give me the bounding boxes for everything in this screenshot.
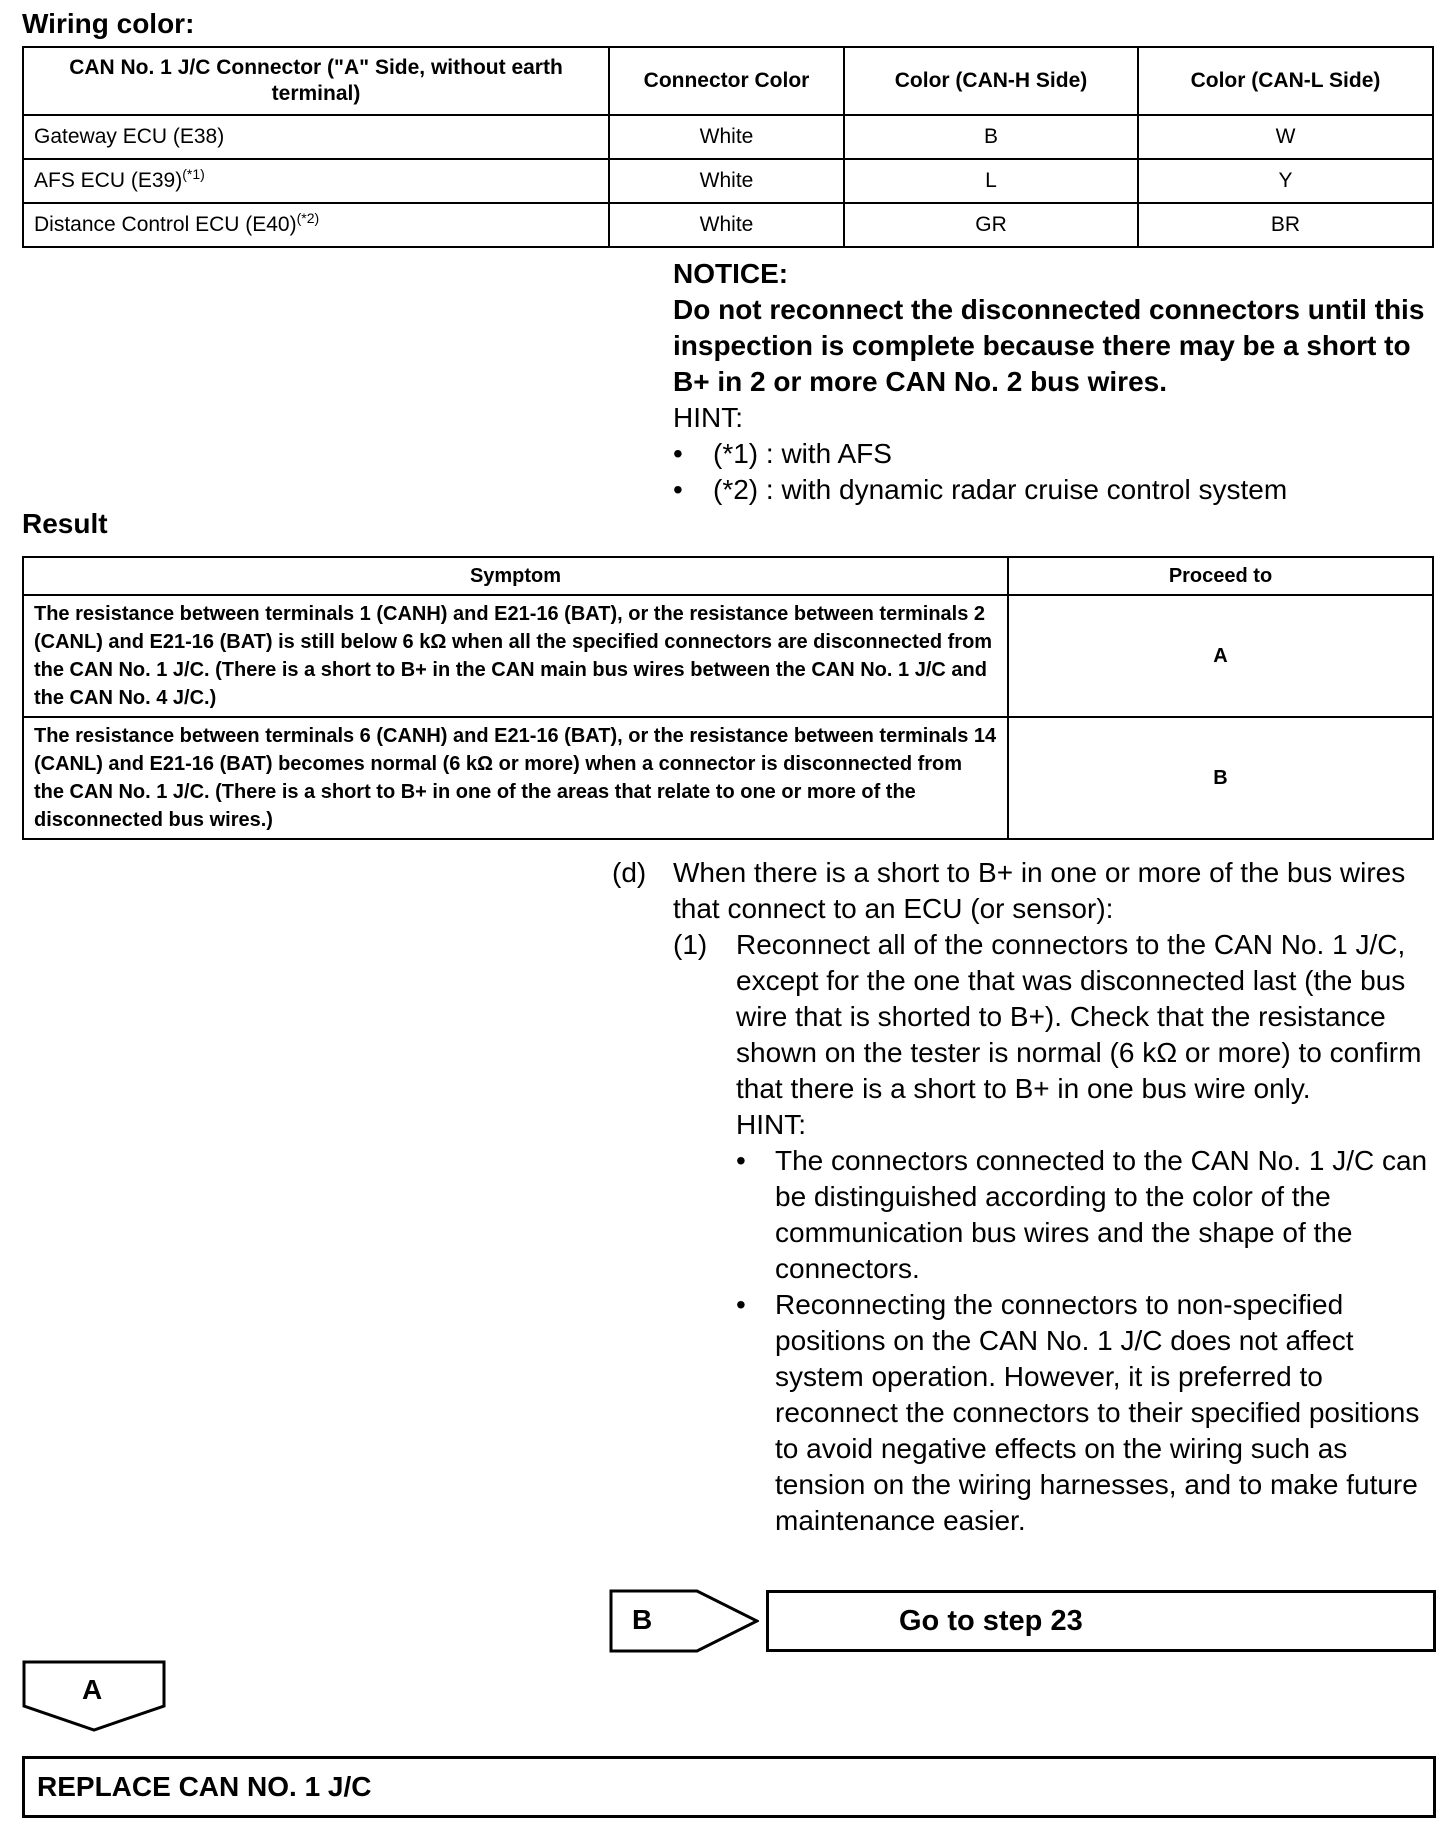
step-d-hint-label: HINT: <box>736 1109 806 1140</box>
bullet-icon: • <box>673 474 683 505</box>
notice-hint-text: (*1) : with AFS <box>713 438 892 469</box>
go-to-step-23-box[interactable]: Go to step 23 <box>766 1590 1436 1652</box>
wiring-cell-canh: L <box>844 159 1138 203</box>
wiring-header-canl: Color (CAN-L Side) <box>1138 47 1433 115</box>
result-cell-proceed: A <box>1008 595 1433 717</box>
wiring-cell-canl: BR <box>1138 203 1433 247</box>
wiring-heading: Wiring color: <box>22 8 195 39</box>
step-d-1-label: (1) <box>673 929 708 960</box>
list-item <box>736 1287 1442 1539</box>
wiring-header-canh: Color (CAN-H Side) <box>844 47 1138 115</box>
replace-can-jc-box[interactable]: REPLACE CAN NO. 1 J/C <box>22 1756 1436 1818</box>
wiring-cell-name: Gateway ECU (E38) <box>23 115 609 159</box>
wiring-table <box>22 46 1434 248</box>
table-row <box>23 115 1433 159</box>
result-heading: Result <box>22 508 108 539</box>
wiring-cell-name: Distance Control ECU $(E40)^{(*2)}$ <box>23 203 609 247</box>
notice-title: NOTICE: <box>673 258 789 289</box>
table-row <box>23 203 1433 247</box>
notice-hint-label: HINT: <box>673 402 743 433</box>
table-row <box>23 595 1433 717</box>
wiring-cell-color: White <box>609 115 844 159</box>
wiring-cell-color: White <box>609 203 844 247</box>
bullet-icon: • <box>673 438 683 469</box>
step-d-hint-text: Reconnecting the connectors to non-specified positions on the CAN No. 1 J/C does not affect system operation. However, it is preferred to reconnect the connectors to their specified positions to avoid negative effects on the wiring such as tension on the wiring harnesses, and to make future maintenance easier. <box>775 1289 1420 1536</box>
result-header-row <box>23 557 1433 595</box>
result-header-symptom: Symptom <box>23 557 1008 595</box>
wiring-header-row <box>23 47 1433 115</box>
result-cell-proceed: B <box>1008 717 1433 839</box>
bullet-icon: • <box>736 1289 746 1320</box>
wiring-cell-canh: GR <box>844 203 1138 247</box>
table-row <box>23 717 1433 839</box>
step-d-label: (d) <box>612 857 647 888</box>
list-item <box>673 472 1433 508</box>
result-table <box>22 556 1434 840</box>
bullet-icon: • <box>736 1145 746 1176</box>
step-d-1 <box>673 927 1442 1539</box>
wiring-cell-canl: W <box>1138 115 1433 159</box>
step-d-block <box>612 855 1442 1539</box>
wiring-cell-name: AFS ECU $(E39)^{(*1)}$ <box>23 159 609 203</box>
wiring-cell-canh: B <box>844 115 1138 159</box>
notice-block <box>673 256 1433 508</box>
wiring-cell-canl: Y <box>1138 159 1433 203</box>
list-item <box>673 436 1433 472</box>
wiring-header-connector: CAN No. 1 J/C Connector ("A" Side, without earth terminal) <box>23 47 609 115</box>
list-item <box>736 1143 1442 1287</box>
wiring-cell-color: White <box>609 159 844 203</box>
step-d-hint-text: The connectors connected to the CAN No. 1 J/C can be distinguished according to the color of the communication bus wires and the shape of the connectors. <box>775 1145 1428 1284</box>
result-cell-symptom: The resistance between terminals 1 (CANH) and E21-16 (BAT), or the resistance between terminals 2 (CANL) and E21-16 (BAT) is still below 6 kΩ when all the specified connectors are disconnected from the CAN No. 1 J/C. (There is a short to B+ in the CAN main bus wires between the CAN No. 1 J/C and the CAN No. 4 J/C.) <box>23 595 1008 717</box>
step-d-text: When there is a short to B+ in one or more of the bus wires that connect to an ECU (or sensor): <box>673 857 1406 924</box>
notice-text: Do not reconnect the disconnected connectors until this inspection is complete because there may be a short to B+ in 2 or more CAN No. 2 bus wires. <box>673 294 1425 397</box>
step-d-1-text: Reconnect all of the connectors to the CAN No. 1 J/C, except for the one that was disconnected last (the bus wire that is shorted to B+). Check that the resistance shown on the tester is normal (6 kΩ or more) to confirm that there is a short to B+ in one bus wire only. <box>736 929 1422 1104</box>
step-d <box>612 855 1442 1539</box>
result-header-proceed: Proceed to <box>1008 557 1433 595</box>
a-arrow-label: A <box>82 1674 103 1705</box>
notice-hint-text: (*2) : with dynamic radar cruise control system <box>713 474 1288 505</box>
b-arrow-label: B <box>632 1604 653 1635</box>
wiring-header-connector-color: Connector Color <box>609 47 844 115</box>
table-row <box>23 159 1433 203</box>
result-cell-symptom: The resistance between terminals 6 (CANH) and E21-16 (BAT), or the resistance between terminals 14 (CANL) and E21-16 (BAT) becomes normal (6 kΩ or more) when a connector is disconnected from the CAN No. 1 J/C. (There is a short to B+ in one of the areas that relate to one or more of the disconnected bus wires.) <box>23 717 1008 839</box>
